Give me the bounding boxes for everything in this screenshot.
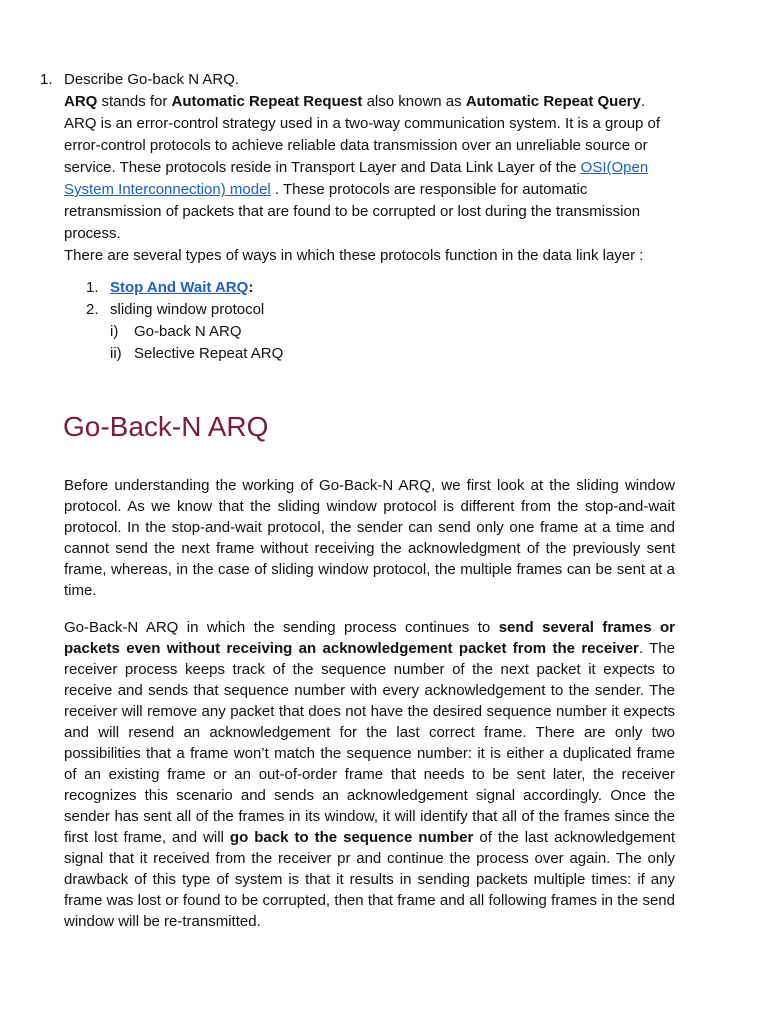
go-back-n-paragraph: [64, 617, 675, 932]
types-list: [64, 277, 674, 365]
types-intro: There are several types of ways in which these protocols function in the data link layer :: [64, 247, 644, 264]
intro-text: . These protocols are responsible for automatic retransmission of packets that are found to be corrupted or lost during the transmission process.: [64, 181, 641, 242]
para-text: Go-Back-N ARQ in which the sending process continues to: [64, 619, 499, 636]
intro-text: stands for: [97, 93, 172, 110]
list-item: [64, 299, 674, 321]
sub-list-number: ii): [110, 345, 122, 362]
sliding-window-paragraph: Before understanding the working of Go-Back-N ARQ, we first look at the sliding window protocol. As we know that the sliding window protocol is different from the stop-and-wait protocol. In the stop-and-wait protocol, the sender can send only one frame at a time and cannot send the next frame without receiving the acknowledgment of the previously sent frame, whereas, in the case of sliding window protocol, the multiple frames can be sent at a time.: [64, 477, 675, 599]
sub-list-label: Selective Repeat ARQ: [134, 345, 284, 362]
arq-term: ARQ: [64, 93, 98, 110]
section-heading: Go-Back-N ARQ: [63, 411, 269, 442]
stop-and-wait-link[interactable]: Stop And Wait ARQ: [110, 279, 249, 296]
question-title: Describe Go-back N ARQ.: [64, 71, 240, 88]
sub-list-label: Go-back N ARQ: [134, 323, 242, 340]
list-label: sliding window protocol: [110, 301, 265, 318]
sub-list-item: [64, 343, 674, 365]
para-text: of the last acknowledgement signal that it received from the receiver pr and continue the process over again. The only drawback of this type of system is that it results in sending packets multiple times: if any frame was lost or found to be corrupted, then that frame and all following frames in the send window will be re-transmitted.: [64, 829, 675, 930]
list-number: 1.: [86, 279, 99, 296]
arq-full-name: Automatic Repeat Request: [171, 93, 363, 110]
list-item: [64, 277, 674, 299]
question-number: 1.: [40, 71, 53, 88]
para-text: . The receiver process keeps track of the sequence number of the next packet it expects to receive and sends that sequence number with every acknowledgement to the sender. The receiver will remove any packet that does not have the desired sequence number it expects and will resend an acknowledgement for the last correct frame. There are only two possibilities that a frame won’t match the sequence number: it is either a duplicated frame of an existing frame or an out-of-order frame that needs to be sent later, the receiver recognizes this scenario and sends an acknowledgement signal accordingly. Once the sender has sent all of the frames in its window, it will identify that all of the frames since the first lost frame, and will: [64, 640, 675, 846]
list-suffix: :: [248, 279, 254, 296]
para-bold-text: go back to the sequence number: [229, 829, 474, 846]
intro-text: also known as: [362, 93, 466, 110]
arq-alt-name: Automatic Repeat Query: [465, 93, 641, 110]
question-block: [64, 69, 674, 365]
list-number: 2.: [86, 301, 99, 318]
sub-list-number: i): [110, 323, 119, 340]
intro-text: . ARQ is an error-control strategy used in a two-way communication system. It is a group of error-control protocols to achieve reliable data transmission over an unreliable source or service. These protocols reside in Transport Layer and Data Link Layer of the: [64, 93, 661, 176]
arq-intro-paragraph: [64, 91, 674, 245]
sub-list-item: [64, 321, 674, 343]
para-bold-text: send several frames or packets even without receiving an acknowledgement packet from the receiver: [64, 619, 675, 657]
osi-model-link[interactable]: OSI(Open System Interconnection) model: [64, 159, 649, 198]
